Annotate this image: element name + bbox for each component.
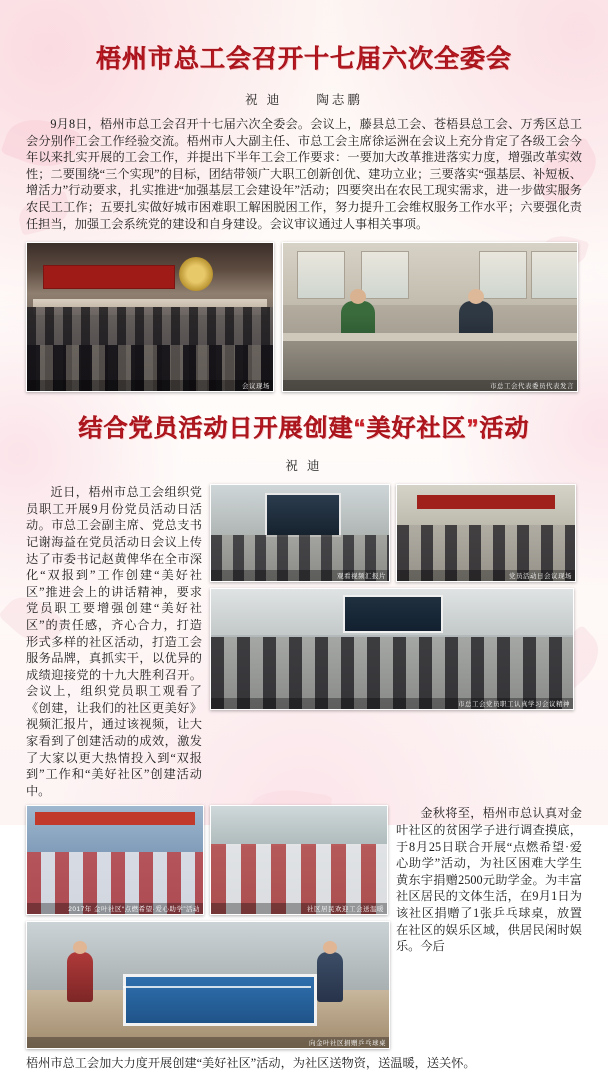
article2-body-left-paragraph: 近日，梧州市总工会组织党员职工开展9月份党员活动日活动。市总工会副主席、党总支书记谢海益在党员活动日会议上传达了市委书记赵黄俾华在全市深化“双报到”工作创建“美好社区”推进会上的讲话精神，要求党员职工要增强创建“美好社区”的责任感，齐心合力，打造形式多样的社区活动，打造工会服务品牌，真抓实干，以优异的成绩迎接党的十九大胜利召开。会议上，组织党员职工观看了《创建，让我们的社区更美好》视频汇报片，通过该视频，让大家看到了创建活动的成效，激发了大家以更大热情投入到“双报到”工作和“美好社区”创建活动中。 (26, 485, 202, 798)
party-meeting-photo (396, 484, 576, 582)
article1-body-paragraph: 9月8日，梧州市总工会召开十七届六次全委会。会议上，藤县总工会、苍梧县总工会、万秀区总工会分别作工会工作经验交流。梧州市人大副主任、市总工会主席徐运洲在会议上充分肯定了各级工会今年以来扎实开展的工会工作，并提出下半年工会工作要求：一要加大改革推进落实力度，增强改革实效性；二要围绕“三个实现”的目标，团结带领广大职工创新创优、建功立业；三要落实“强基层、补短板、增活力”行动要求，扎实推进“加强基层工会建设年”活动；四要突出在农民工现实需求，进一步做实服务农民工工作；五要扎实做好城市困难职工解困脱困工作，努力提升工会维权服务工作水平；六要强化责任担当，加强工会系统党的建设和自身建设。会议审议通过人事相关事项。 (26, 117, 582, 231)
article2-photo-row-bottom (26, 805, 388, 915)
article2-lower-block (26, 805, 582, 1049)
article1-headline: 梧州市总工会召开十七届六次全委会 (95, 45, 512, 73)
article1-byline (26, 90, 582, 108)
video-briefing-photo (210, 484, 390, 582)
window (531, 251, 578, 299)
meeting-hall-photo (26, 242, 274, 392)
window (297, 251, 345, 299)
background-wall (211, 806, 387, 846)
photo-caption: 市总工会党员职工认真学习会议精神 (211, 698, 573, 709)
article1-photo-row (26, 242, 582, 392)
article2-photo-grid (26, 805, 388, 1049)
presidium-photo (282, 242, 578, 392)
photo-caption: 社区居民欢迎工会送温暖 (211, 903, 387, 914)
red-banner (35, 812, 195, 825)
window (479, 251, 527, 299)
player-person (317, 952, 343, 1002)
photo-caption: 会议现场 (27, 380, 273, 391)
article1-author-2: 陶志鹏 (316, 93, 363, 107)
photo-caption: 观看视频汇报片 (211, 570, 389, 581)
article2-closing: 梧州市总工会加大力度开展创建“美好社区”活动，为社区送物资，送温暖，送关怀。 (26, 1056, 476, 1071)
photo-caption: 市总工会代表委员代表发言 (283, 380, 577, 391)
table-net (123, 974, 311, 988)
donation-ceremony-photo (26, 805, 204, 915)
article2-headline: 结合党员活动日开展创建“美好社区”活动 (78, 415, 530, 443)
union-emblem-icon (179, 257, 213, 291)
article2-author: 祝 迪 (285, 459, 323, 474)
photo-caption: 党员活动日会议现场 (397, 570, 575, 581)
conference-room-photo (210, 588, 574, 710)
article2-body-right-paragraph: 金秋将至，梧州市总认真对金叶社区的贫困学子进行调查摸底，于8月25日联合开展“点燃希望·爱心助学”活动，为社区困难大学生黄东宇捐赠2500元助学金。为丰富社区居民的文体生活，在9月1日为该社区捐赠了1张乒乓球桌，放置在社区的娱乐区域，供居民闲时娱乐。今后 (396, 806, 582, 954)
player-person (67, 952, 93, 1002)
article2-upper-block (26, 484, 582, 799)
page-content (26, 0, 582, 1072)
group-photo (210, 805, 388, 915)
article1-body (26, 116, 582, 232)
window (361, 251, 409, 299)
article2-byline (26, 456, 582, 474)
article2-photo-row-top (210, 484, 582, 582)
photo-caption: 向金叶社区捐赠乒乓球桌 (27, 1037, 389, 1048)
red-banner (417, 495, 555, 509)
photo-caption: 2017年 金叶社区“点燃希望·爱心助学”活动 (27, 903, 203, 914)
projection-screen (265, 493, 341, 537)
article2-body-right (396, 805, 582, 1049)
article2-photo-column (210, 484, 582, 799)
projection-screen (343, 595, 443, 633)
article2-body-left (26, 484, 202, 799)
red-banner (43, 265, 175, 289)
article1-author-1: 祝 迪 (245, 93, 283, 107)
table-tennis-photo (26, 921, 390, 1049)
